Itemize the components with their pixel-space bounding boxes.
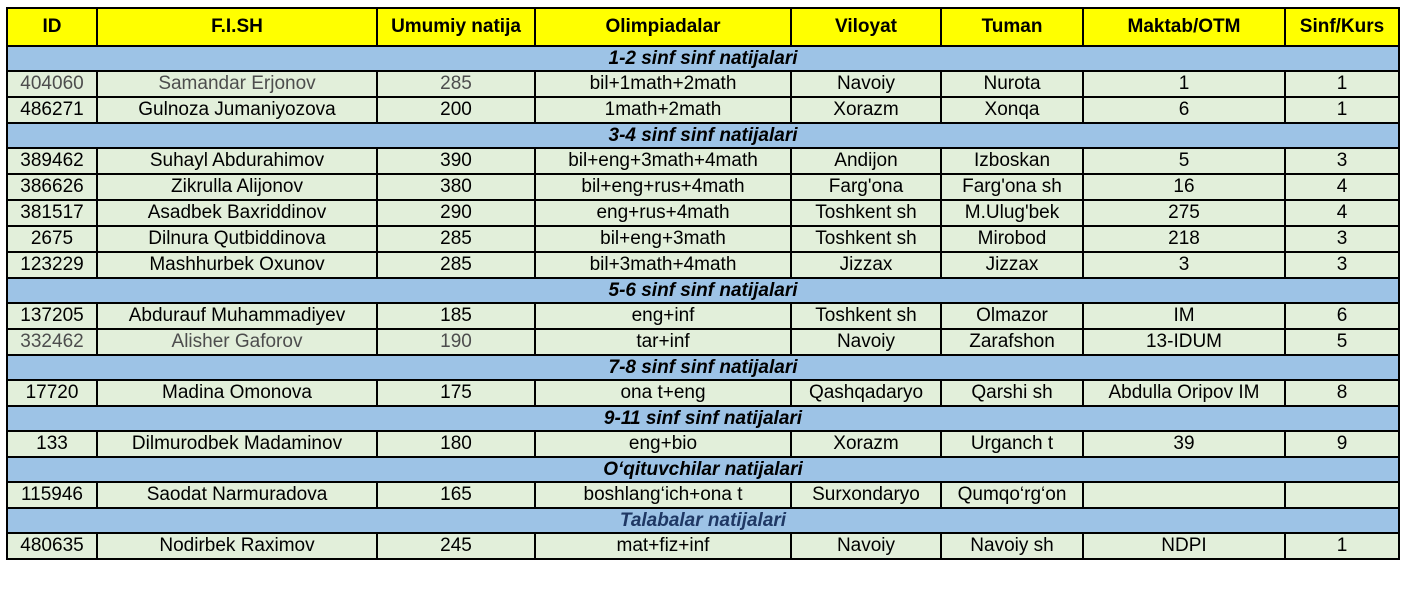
fish-cell: Alisher Gaforov: [97, 329, 377, 355]
umumiy-natija-cell: 190: [377, 329, 535, 355]
section-row: [7, 278, 1399, 303]
section-row: [7, 508, 1399, 533]
viloyat-cell: Xorazm: [791, 431, 941, 457]
tuman-cell: Xonqa: [941, 97, 1083, 123]
fish-cell: Suhayl Abdurahimov: [97, 148, 377, 174]
umumiy-natija-cell: 285: [377, 71, 535, 97]
olimpiadalar-cell: 1math+2math: [535, 97, 791, 123]
section-title: Talabalar natijalari: [7, 508, 1399, 533]
fish-cell: Mashhurbek Oxunov: [97, 252, 377, 278]
table-row: [7, 329, 1399, 355]
sinf-kurs-cell: 9: [1285, 431, 1399, 457]
viloyat-cell: Navoiy: [791, 329, 941, 355]
section-row: [7, 406, 1399, 431]
maktab-otm-cell: NDPI: [1083, 533, 1285, 559]
tuman-cell: Nurota: [941, 71, 1083, 97]
umumiy-natija-cell: 245: [377, 533, 535, 559]
header-id: ID: [7, 8, 97, 46]
viloyat-cell: Toshkent sh: [791, 303, 941, 329]
header-sinf-kurs: Sinf/Kurs: [1285, 8, 1399, 46]
header-row: [7, 8, 1399, 46]
sinf-kurs-cell: 5: [1285, 329, 1399, 355]
id-cell: 133: [7, 431, 97, 457]
olimpiadalar-cell: boshlang‘ich+ona t: [535, 482, 791, 508]
maktab-otm-cell: Abdulla Oripov IM: [1083, 380, 1285, 406]
table-row: [7, 380, 1399, 406]
olimpiadalar-cell: bil+eng+3math+4math: [535, 148, 791, 174]
viloyat-cell: Navoiy: [791, 533, 941, 559]
fish-cell: Zikrulla Alijonov: [97, 174, 377, 200]
viloyat-cell: Qashqadaryo: [791, 380, 941, 406]
table-row: [7, 431, 1399, 457]
viloyat-cell: Xorazm: [791, 97, 941, 123]
table-row: [7, 252, 1399, 278]
tuman-cell: Qumqo‘rg‘on: [941, 482, 1083, 508]
section-row: [7, 123, 1399, 148]
umumiy-natija-cell: 285: [377, 226, 535, 252]
sinf-kurs-cell: 4: [1285, 174, 1399, 200]
fish-cell: Abdurauf Muhammadiyev: [97, 303, 377, 329]
umumiy-natija-cell: 200: [377, 97, 535, 123]
tuman-cell: Zarafshon: [941, 329, 1083, 355]
id-cell: 2675: [7, 226, 97, 252]
maktab-otm-cell: 13-IDUM: [1083, 329, 1285, 355]
section-title: O‘qituvchilar natijalari: [7, 457, 1399, 482]
tuman-cell: Izboskan: [941, 148, 1083, 174]
maktab-otm-cell: 16: [1083, 174, 1285, 200]
tuman-cell: Farg'ona sh: [941, 174, 1083, 200]
id-cell: 115946: [7, 482, 97, 508]
umumiy-natija-cell: 285: [377, 252, 535, 278]
fish-cell: Nodirbek Raximov: [97, 533, 377, 559]
olimpiadalar-cell: bil+eng+3math: [535, 226, 791, 252]
table-body: [7, 46, 1399, 559]
fish-cell: Madina Omonova: [97, 380, 377, 406]
maktab-otm-cell: 6: [1083, 97, 1285, 123]
maktab-otm-cell: 3: [1083, 252, 1285, 278]
viloyat-cell: Andijon: [791, 148, 941, 174]
maktab-otm-cell: 1: [1083, 71, 1285, 97]
umumiy-natija-cell: 175: [377, 380, 535, 406]
id-cell: 386626: [7, 174, 97, 200]
section-title: 5-6 sinf sinf natijalari: [7, 278, 1399, 303]
id-cell: 137205: [7, 303, 97, 329]
maktab-otm-cell: 5: [1083, 148, 1285, 174]
umumiy-natija-cell: 185: [377, 303, 535, 329]
fish-cell: Saodat Narmuradova: [97, 482, 377, 508]
table-row: [7, 71, 1399, 97]
viloyat-cell: Farg'ona: [791, 174, 941, 200]
olimpiadalar-cell: bil+3math+4math: [535, 252, 791, 278]
id-cell: 486271: [7, 97, 97, 123]
id-cell: 480635: [7, 533, 97, 559]
fish-cell: Samandar Erjonov: [97, 71, 377, 97]
olimpiadalar-cell: eng+bio: [535, 431, 791, 457]
olimpiadalar-cell: ona t+eng: [535, 380, 791, 406]
table-row: [7, 226, 1399, 252]
sinf-kurs-cell: 3: [1285, 226, 1399, 252]
umumiy-natija-cell: 380: [377, 174, 535, 200]
header-olimpiadalar: Olimpiadalar: [535, 8, 791, 46]
header-tuman: Tuman: [941, 8, 1083, 46]
id-cell: 123229: [7, 252, 97, 278]
fish-cell: Asadbek Baxriddinov: [97, 200, 377, 226]
id-cell: 404060: [7, 71, 97, 97]
umumiy-natija-cell: 390: [377, 148, 535, 174]
tuman-cell: Qarshi sh: [941, 380, 1083, 406]
tuman-cell: Navoiy sh: [941, 533, 1083, 559]
table-row: [7, 97, 1399, 123]
header-fish: F.I.SH: [97, 8, 377, 46]
table-row: [7, 174, 1399, 200]
table-row: [7, 303, 1399, 329]
section-title: 9-11 sinf sinf natijalari: [7, 406, 1399, 431]
sinf-kurs-cell: 1: [1285, 97, 1399, 123]
header-viloyat: Viloyat: [791, 8, 941, 46]
header-maktab-otm: Maktab/OTM: [1083, 8, 1285, 46]
sinf-kurs-cell: 1: [1285, 71, 1399, 97]
id-cell: 389462: [7, 148, 97, 174]
viloyat-cell: Jizzax: [791, 252, 941, 278]
olimpiadalar-cell: bil+eng+rus+4math: [535, 174, 791, 200]
tuman-cell: M.Ulug'bek: [941, 200, 1083, 226]
maktab-otm-cell: 275: [1083, 200, 1285, 226]
section-title: 1-2 sinf sinf natijalari: [7, 46, 1399, 71]
viloyat-cell: Toshkent sh: [791, 200, 941, 226]
sinf-kurs-cell: 4: [1285, 200, 1399, 226]
sinf-kurs-cell: 1: [1285, 533, 1399, 559]
tuman-cell: Urganch t: [941, 431, 1083, 457]
olimpiadalar-cell: tar+inf: [535, 329, 791, 355]
viloyat-cell: Surxondaryo: [791, 482, 941, 508]
olimpiadalar-cell: eng+inf: [535, 303, 791, 329]
section-row: [7, 457, 1399, 482]
tuman-cell: Mirobod: [941, 226, 1083, 252]
header-umumiy-natija: Umumiy natija: [377, 8, 535, 46]
olimpiadalar-cell: eng+rus+4math: [535, 200, 791, 226]
sinf-kurs-cell: 8: [1285, 380, 1399, 406]
olimpiadalar-cell: mat+fiz+inf: [535, 533, 791, 559]
maktab-otm-cell: 218: [1083, 226, 1285, 252]
olimpiadalar-cell: bil+1math+2math: [535, 71, 791, 97]
id-cell: 332462: [7, 329, 97, 355]
maktab-otm-cell: [1083, 482, 1285, 508]
table-row: [7, 148, 1399, 174]
id-cell: 381517: [7, 200, 97, 226]
tuman-cell: Olmazor: [941, 303, 1083, 329]
results-table: [6, 7, 1400, 560]
umumiy-natija-cell: 165: [377, 482, 535, 508]
sinf-kurs-cell: 3: [1285, 148, 1399, 174]
section-title: 7-8 sinf sinf natijalari: [7, 355, 1399, 380]
section-row: [7, 355, 1399, 380]
section-title: 3-4 sinf sinf natijalari: [7, 123, 1399, 148]
tuman-cell: Jizzax: [941, 252, 1083, 278]
table-row: [7, 200, 1399, 226]
section-row: [7, 46, 1399, 71]
umumiy-natija-cell: 290: [377, 200, 535, 226]
table-row: [7, 533, 1399, 559]
id-cell: 17720: [7, 380, 97, 406]
fish-cell: Dilmurodbek Madaminov: [97, 431, 377, 457]
viloyat-cell: Navoiy: [791, 71, 941, 97]
maktab-otm-cell: 39: [1083, 431, 1285, 457]
fish-cell: Gulnoza Jumaniyozova: [97, 97, 377, 123]
sinf-kurs-cell: 3: [1285, 252, 1399, 278]
umumiy-natija-cell: 180: [377, 431, 535, 457]
sinf-kurs-cell: [1285, 482, 1399, 508]
table-row: [7, 482, 1399, 508]
fish-cell: Dilnura Qutbiddinova: [97, 226, 377, 252]
viloyat-cell: Toshkent sh: [791, 226, 941, 252]
sinf-kurs-cell: 6: [1285, 303, 1399, 329]
maktab-otm-cell: IM: [1083, 303, 1285, 329]
